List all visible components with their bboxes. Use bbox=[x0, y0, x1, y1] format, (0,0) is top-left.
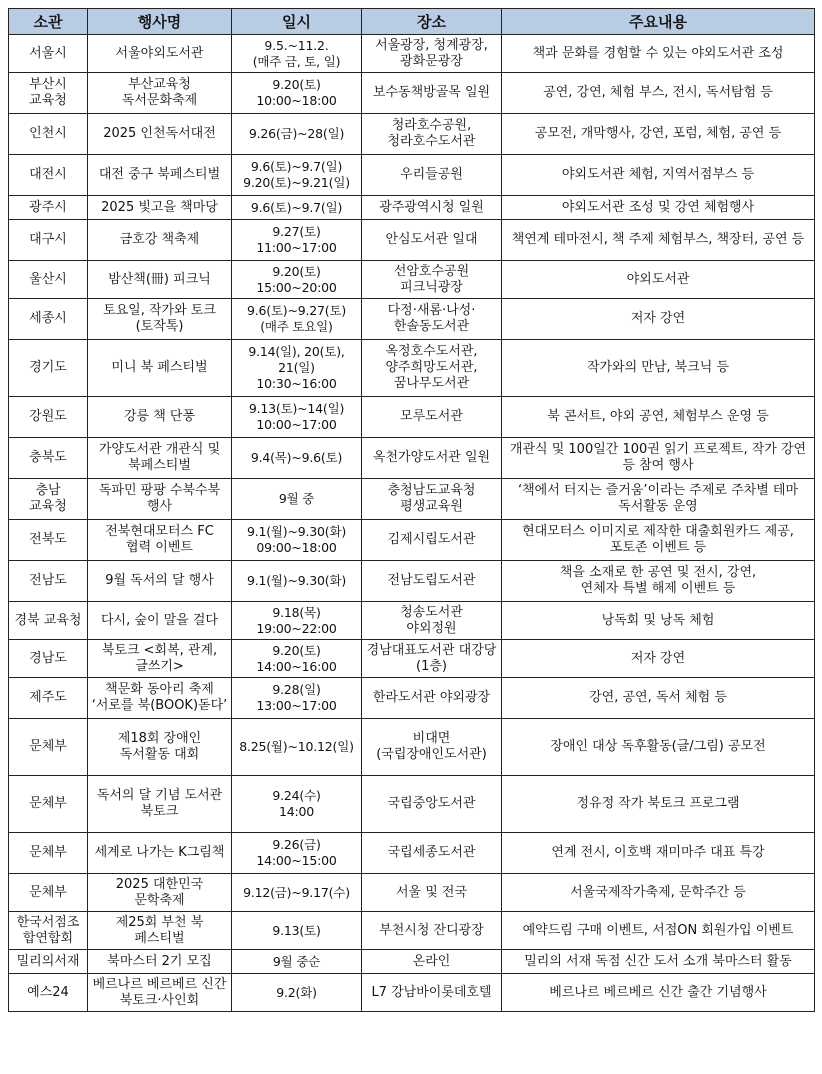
cell-place: 서울 및 전국 bbox=[362, 874, 502, 912]
table-row bbox=[9, 640, 815, 678]
cell-event: 독서의 달 기념 도서관 북토크 bbox=[88, 776, 232, 833]
cell-desc: 장애인 대상 독후활동(글/그림) 공모전 bbox=[502, 719, 815, 776]
cell-desc: 야외도서관 조성 및 강연 체험행사 bbox=[502, 196, 815, 220]
cell-event: 북마스터 2기 모집 bbox=[88, 950, 232, 974]
cell-place: 옥정호수도서관, 양주희망도서관, 꿈나무도서관 bbox=[362, 340, 502, 397]
cell-event: 다시, 숲이 말을 걸다 bbox=[88, 602, 232, 640]
cell-place: 전남도립도서관 bbox=[362, 561, 502, 602]
cell-place: 서울광장, 청계광장, 광화문광장 bbox=[362, 35, 502, 73]
table-row bbox=[9, 299, 815, 340]
cell-date: 9.5.~11.2. (매주 금, 토, 일) bbox=[232, 35, 362, 73]
cell-desc: 작가와의 만남, 북크닉 등 bbox=[502, 340, 815, 397]
header-org: 소관 bbox=[9, 9, 88, 35]
cell-date: 9.12(금)~9.17(수) bbox=[232, 874, 362, 912]
cell-event: 밤산책(冊) 피크닉 bbox=[88, 261, 232, 299]
cell-desc: 예약드림 구매 이벤트, 서점ON 회원가입 이벤트 bbox=[502, 912, 815, 950]
table-row bbox=[9, 974, 815, 1012]
cell-event: 9월 독서의 달 행사 bbox=[88, 561, 232, 602]
cell-desc: 공연, 강연, 체험 부스, 전시, 독서탐험 등 bbox=[502, 73, 815, 114]
table-row bbox=[9, 479, 815, 520]
cell-event: 베르나르 베르베르 신간 북토크·사인회 bbox=[88, 974, 232, 1012]
cell-org: 서울시 bbox=[9, 35, 88, 73]
cell-date: 9.6(토)~9.7(일) 9.20(토)~9.21(일) bbox=[232, 155, 362, 196]
table-row bbox=[9, 602, 815, 640]
cell-date: 9월 중 bbox=[232, 479, 362, 520]
cell-event: 금호강 책축제 bbox=[88, 220, 232, 261]
cell-org: 문체부 bbox=[9, 719, 88, 776]
cell-org: 광주시 bbox=[9, 196, 88, 220]
cell-desc: 책을 소재로 한 공연 및 전시, 강연, 연체자 특별 해제 이벤트 등 bbox=[502, 561, 815, 602]
events-table bbox=[8, 8, 815, 1012]
cell-place: 청라호수공원, 청라호수도서관 bbox=[362, 114, 502, 155]
table-row bbox=[9, 776, 815, 833]
table-row bbox=[9, 261, 815, 299]
header-desc: 주요내용 bbox=[502, 9, 815, 35]
cell-date: 9.28(일) 13:00~17:00 bbox=[232, 678, 362, 719]
cell-event: 북토크 <회복, 관계, 글쓰기> bbox=[88, 640, 232, 678]
cell-org: 문체부 bbox=[9, 874, 88, 912]
cell-date: 9.6(토)~9.27(토) (매주 토요일) bbox=[232, 299, 362, 340]
cell-desc: 현대모터스 이미지로 제작한 대출회원카드 제공, 포토존 이벤트 등 bbox=[502, 520, 815, 561]
cell-place: 경남대표도서관 대강당(1층) bbox=[362, 640, 502, 678]
cell-desc: 저자 강연 bbox=[502, 299, 815, 340]
cell-desc: 야외도서관 bbox=[502, 261, 815, 299]
cell-place: 충청남도교육청 평생교육원 bbox=[362, 479, 502, 520]
cell-desc: 공모전, 개막행사, 강연, 포럼, 체험, 공연 등 bbox=[502, 114, 815, 155]
cell-event: 가양도서관 개관식 및 북페스티벌 bbox=[88, 438, 232, 479]
cell-org: 인천시 bbox=[9, 114, 88, 155]
cell-org: 경북 교육청 bbox=[9, 602, 88, 640]
cell-desc: 야외도서관 체험, 지역서점부스 등 bbox=[502, 155, 815, 196]
cell-date: 9월 중순 bbox=[232, 950, 362, 974]
cell-org: 밀리의서재 bbox=[9, 950, 88, 974]
cell-org: 충북도 bbox=[9, 438, 88, 479]
table-row bbox=[9, 220, 815, 261]
cell-org: 전북도 bbox=[9, 520, 88, 561]
cell-place: 안심도서관 일대 bbox=[362, 220, 502, 261]
cell-place: 선암호수공원 피크닉광장 bbox=[362, 261, 502, 299]
cell-desc: 책과 문화를 경험할 수 있는 야외도서관 조성 bbox=[502, 35, 815, 73]
cell-event: 강릉 책 단풍 bbox=[88, 397, 232, 438]
cell-event: 대전 중구 북페스티벌 bbox=[88, 155, 232, 196]
table-row bbox=[9, 438, 815, 479]
cell-desc: 정유정 작가 북토크 프로그램 bbox=[502, 776, 815, 833]
table-row bbox=[9, 196, 815, 220]
table-row bbox=[9, 833, 815, 874]
table-row bbox=[9, 73, 815, 114]
cell-place: L7 강남바이롯데호텔 bbox=[362, 974, 502, 1012]
cell-org: 대전시 bbox=[9, 155, 88, 196]
cell-date: 9.26(금) 14:00~15:00 bbox=[232, 833, 362, 874]
table-row bbox=[9, 874, 815, 912]
cell-event: 2025 빛고을 책마당 bbox=[88, 196, 232, 220]
cell-desc: 베르나르 베르베르 신간 출간 기념행사 bbox=[502, 974, 815, 1012]
cell-date: 9.1(월)~9.30(화) bbox=[232, 561, 362, 602]
table-row bbox=[9, 35, 815, 73]
cell-org: 문체부 bbox=[9, 776, 88, 833]
cell-place: 온라인 bbox=[362, 950, 502, 974]
cell-event: 2025 대한민국 문학축제 bbox=[88, 874, 232, 912]
cell-org: 울산시 bbox=[9, 261, 88, 299]
cell-event: 미니 북 페스티벌 bbox=[88, 340, 232, 397]
cell-date: 9.20(토) 15:00~20:00 bbox=[232, 261, 362, 299]
cell-date: 9.24(수) 14:00 bbox=[232, 776, 362, 833]
cell-date: 9.4(목)~9.6(토) bbox=[232, 438, 362, 479]
cell-date: 9.13(토) bbox=[232, 912, 362, 950]
cell-event: 책문화 동아리 축제 ‘서로를 북(BOOK)돋다’ bbox=[88, 678, 232, 719]
cell-org: 세종시 bbox=[9, 299, 88, 340]
table-row bbox=[9, 912, 815, 950]
table-row bbox=[9, 561, 815, 602]
cell-place: 국립중앙도서관 bbox=[362, 776, 502, 833]
cell-event: 제18회 장애인 독서활동 대회 bbox=[88, 719, 232, 776]
cell-org: 제주도 bbox=[9, 678, 88, 719]
cell-desc: 저자 강연 bbox=[502, 640, 815, 678]
cell-event: 제25회 부천 북 페스티벌 bbox=[88, 912, 232, 950]
cell-org: 충남 교육청 bbox=[9, 479, 88, 520]
cell-place: 국립세종도서관 bbox=[362, 833, 502, 874]
header-place: 장소 bbox=[362, 9, 502, 35]
cell-place: 한라도서관 야외광장 bbox=[362, 678, 502, 719]
cell-org: 문체부 bbox=[9, 833, 88, 874]
cell-date: 9.26(금)~28(일) bbox=[232, 114, 362, 155]
cell-date: 9.1(월)~9.30(화) 09:00~18:00 bbox=[232, 520, 362, 561]
table-row bbox=[9, 950, 815, 974]
cell-place: 부천시청 잔디광장 bbox=[362, 912, 502, 950]
cell-place: 다정·새롬·나성·한솔동도서관 bbox=[362, 299, 502, 340]
cell-event: 서울야외도서관 bbox=[88, 35, 232, 73]
cell-desc: 연계 전시, 이호백 재미마주 대표 특강 bbox=[502, 833, 815, 874]
table-row bbox=[9, 678, 815, 719]
cell-org: 경남도 bbox=[9, 640, 88, 678]
cell-org: 전남도 bbox=[9, 561, 88, 602]
cell-org: 강원도 bbox=[9, 397, 88, 438]
cell-event: 2025 인천독서대전 bbox=[88, 114, 232, 155]
cell-place: 비대면 (국립장애인도서관) bbox=[362, 719, 502, 776]
cell-desc: 개관식 및 100일간 100권 읽기 프로젝트, 작가 강연 등 참여 행사 bbox=[502, 438, 815, 479]
cell-place: 김제시립도서관 bbox=[362, 520, 502, 561]
cell-desc: ‘책에서 터지는 즐거움’이라는 주제로 주차별 테마 독서활동 운영 bbox=[502, 479, 815, 520]
cell-date: 9.13(토)~14(일) 10:00~17:00 bbox=[232, 397, 362, 438]
cell-date: 9.27(토) 11:00~17:00 bbox=[232, 220, 362, 261]
cell-event: 세계로 나가는 K그림책 bbox=[88, 833, 232, 874]
cell-desc: 서울국제작가축제, 문학주간 등 bbox=[502, 874, 815, 912]
cell-date: 9.14(일), 20(토), 21(일) 10:30~16:00 bbox=[232, 340, 362, 397]
cell-date: 9.2(화) bbox=[232, 974, 362, 1012]
cell-event: 독파민 팡팡 수북수북 행사 bbox=[88, 479, 232, 520]
table-row bbox=[9, 114, 815, 155]
cell-desc: 북 콘서트, 야외 공연, 체험부스 운영 등 bbox=[502, 397, 815, 438]
cell-desc: 낭독회 및 낭독 체험 bbox=[502, 602, 815, 640]
header-event: 행사명 bbox=[88, 9, 232, 35]
cell-date: 9.20(토) 10:00~18:00 bbox=[232, 73, 362, 114]
cell-org: 부산시 교육청 bbox=[9, 73, 88, 114]
cell-place: 청송도서관 야외정원 bbox=[362, 602, 502, 640]
cell-place: 광주광역시청 일원 bbox=[362, 196, 502, 220]
cell-date: 9.18(목) 19:00~22:00 bbox=[232, 602, 362, 640]
cell-desc: 밀리의 서재 독점 신간 도서 소개 북마스터 활동 bbox=[502, 950, 815, 974]
cell-date: 9.20(토) 14:00~16:00 bbox=[232, 640, 362, 678]
cell-event: 부산교육청 독서문화축제 bbox=[88, 73, 232, 114]
table-row bbox=[9, 520, 815, 561]
cell-event: 토요일, 작가와 토크(토작톡) bbox=[88, 299, 232, 340]
cell-event: 전북현대모터스 FC 협력 이벤트 bbox=[88, 520, 232, 561]
cell-date: 8.25(월)~10.12(일) bbox=[232, 719, 362, 776]
cell-desc: 책연계 테마전시, 책 주제 체험부스, 책장터, 공연 등 bbox=[502, 220, 815, 261]
event-table-container bbox=[8, 8, 815, 1012]
cell-place: 보수동책방골목 일원 bbox=[362, 73, 502, 114]
table-row bbox=[9, 340, 815, 397]
table-row bbox=[9, 155, 815, 196]
header-date: 일시 bbox=[232, 9, 362, 35]
cell-desc: 강연, 공연, 독서 체험 등 bbox=[502, 678, 815, 719]
cell-org: 경기도 bbox=[9, 340, 88, 397]
cell-place: 우리들공원 bbox=[362, 155, 502, 196]
table-row bbox=[9, 719, 815, 776]
cell-org: 예스24 bbox=[9, 974, 88, 1012]
cell-org: 대구시 bbox=[9, 220, 88, 261]
table-header-row bbox=[9, 9, 815, 35]
table-row bbox=[9, 397, 815, 438]
cell-org: 한국서점조합연합회 bbox=[9, 912, 88, 950]
cell-place: 모루도서관 bbox=[362, 397, 502, 438]
cell-date: 9.6(토)~9.7(일) bbox=[232, 196, 362, 220]
cell-place: 옥천가양도서관 일원 bbox=[362, 438, 502, 479]
